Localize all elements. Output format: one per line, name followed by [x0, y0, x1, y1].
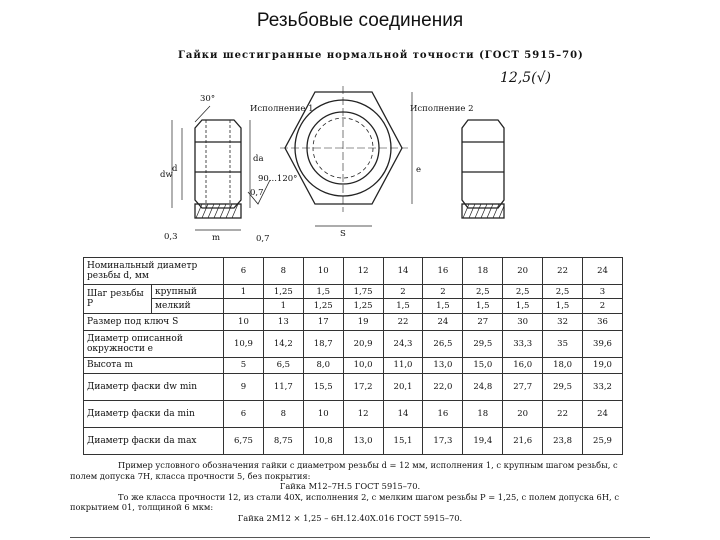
table-cell: 19,0 [583, 357, 623, 374]
table-cell: 12 [343, 401, 383, 428]
dim-chamfer: 0,7 [250, 188, 264, 198]
table-cell: 14,2 [263, 330, 303, 357]
table-cell: 8,75 [263, 428, 303, 455]
table-cell: 15,1 [383, 428, 423, 455]
table-cell: 13 [263, 313, 303, 330]
table-cell: 25,9 [583, 428, 623, 455]
table-row [84, 330, 623, 357]
table-cell: 8 [263, 401, 303, 428]
table-cell: 1,5 [543, 299, 583, 314]
table-cell: 1,75 [343, 284, 383, 299]
spec-table [83, 257, 623, 455]
table-cell: 18 [463, 401, 503, 428]
table-cell: 1,5 [383, 299, 423, 314]
table-cell: 8 [263, 258, 303, 285]
table-cell: 22 [543, 258, 583, 285]
row-label-dw: Диаметр фаски dw min [84, 374, 224, 401]
table-cell: 9 [224, 374, 264, 401]
table-cell [224, 299, 264, 314]
document-heading: Гайки шестигранные нормальной точности (ГОСТ 5915–70) [178, 50, 584, 61]
table-cell: 1,25 [263, 284, 303, 299]
table-row [84, 313, 623, 330]
table-cell: 20,1 [383, 374, 423, 401]
table-cell: 19 [343, 313, 383, 330]
table-cell: 13,0 [343, 428, 383, 455]
row-label-pitch: Шаг резьбы P [84, 284, 152, 313]
table-cell: 18 [463, 258, 503, 285]
table-cell: 2 [423, 284, 463, 299]
dim-chamfer-angle: 90...120° [258, 174, 298, 184]
row-label-height: Высота m [84, 357, 224, 374]
table-cell: 10,0 [343, 357, 383, 374]
table-cell: 27 [463, 313, 503, 330]
table-cell: 2,5 [543, 284, 583, 299]
bottom-divider [70, 537, 650, 538]
table-row [84, 284, 623, 299]
table-cell: 3 [583, 284, 623, 299]
table-cell: 27,7 [503, 374, 543, 401]
table-cell: 1,25 [303, 299, 343, 314]
example-1-designation: Гайка М12–7Н.5 ГОСТ 5915–70. [279, 481, 421, 491]
table-cell: 26,5 [423, 330, 463, 357]
table-cell: 11,7 [263, 374, 303, 401]
table-cell: 15,5 [303, 374, 343, 401]
table-cell: 1,5 [423, 299, 463, 314]
table-cell: 6,75 [224, 428, 264, 455]
slide-title: Резьбовые соединения [256, 10, 464, 31]
table-cell: 6 [224, 401, 264, 428]
table-cell: 32 [543, 313, 583, 330]
table-row [84, 428, 623, 455]
table-cell: 29,5 [463, 330, 503, 357]
example-1-text: Пример условного обозначения гайки с диаметром резьбы d = 12 мм, исполнения 1, с крупным шагом резьбы, с полем допуска 7H, класса прочности 5, без покрытия: [70, 460, 618, 481]
table-cell: 10,8 [303, 428, 343, 455]
row-label-coarse: крупный [152, 284, 224, 299]
table-cell: 19,4 [463, 428, 503, 455]
dim-d: d [172, 164, 178, 174]
table-cell: 1,5 [463, 299, 503, 314]
row-label-fine: мелкий [152, 299, 224, 314]
table-row [84, 299, 623, 314]
table-cell: 6 [224, 258, 264, 285]
table-cell: 18,0 [543, 357, 583, 374]
table-cell: 10 [303, 401, 343, 428]
dim-da: da [253, 154, 264, 164]
dim-s: S [340, 229, 346, 239]
table-cell: 16 [423, 401, 463, 428]
table-cell: 17,3 [423, 428, 463, 455]
table-cell: 29,5 [543, 374, 583, 401]
table-cell: 2,5 [463, 284, 503, 299]
table-cell: 8,0 [303, 357, 343, 374]
row-label-wrench: Размер под ключ S [84, 313, 224, 330]
table-row [84, 401, 623, 428]
table-cell: 39,6 [583, 330, 623, 357]
side-view-variant-1 [195, 120, 241, 208]
table-cell: 30 [503, 313, 543, 330]
example-2-text: То же класса прочности 12, из стали 40Х, исполнения 2, с мелким шагом резьбы P = 1,25, с полем допуска 6H, с покрытием 01, толщиной 6 мкм: [70, 491, 619, 512]
table-cell: 23,8 [543, 428, 583, 455]
table-cell: 1,5 [503, 299, 543, 314]
variant-2-label: Исполнение 2 [410, 104, 474, 114]
table-cell: 11,0 [383, 357, 423, 374]
table-cell: 1,5 [303, 284, 343, 299]
dim-e: e [416, 165, 422, 175]
table-cell: 20 [503, 258, 543, 285]
dim-small-b: 0,7 [256, 234, 270, 244]
row-label-da-max: Диаметр фаски da max [84, 428, 224, 455]
table-cell: 14 [383, 258, 423, 285]
table-row [84, 258, 623, 285]
table-cell: 21,6 [503, 428, 543, 455]
dim-small-a: 0,3 [164, 232, 178, 242]
table-cell: 22 [383, 313, 423, 330]
table-cell: 35 [543, 330, 583, 357]
table-cell: 33,2 [583, 374, 623, 401]
table-cell: 17 [303, 313, 343, 330]
table-cell: 24 [423, 313, 463, 330]
dim-angle: 30° [200, 94, 216, 104]
table-cell: 24 [583, 401, 623, 428]
table-cell: 24 [583, 258, 623, 285]
table-cell: 24,3 [383, 330, 423, 357]
example-2-designation: Гайка 2М12 × 1,25 – 6Н.12.40Х.016 ГОСТ 5915–70. [237, 512, 463, 523]
table-cell: 20 [503, 401, 543, 428]
table-row [84, 357, 623, 374]
table-cell: 2,5 [503, 284, 543, 299]
table-cell: 1 [224, 284, 264, 299]
table-cell: 22 [543, 401, 583, 428]
table-cell: 1,25 [343, 299, 383, 314]
designation-notes [70, 460, 630, 523]
table-cell: 15,0 [463, 357, 503, 374]
table-cell: 14 [383, 401, 423, 428]
table-cell: 22,0 [423, 374, 463, 401]
table-cell: 5 [224, 357, 264, 374]
table-cell: 24,8 [463, 374, 503, 401]
row-label-nominal: Номинальный диаметр резьбы d, мм [84, 258, 224, 285]
dim-dw: dw [160, 170, 173, 180]
table-cell: 20,9 [343, 330, 383, 357]
roughness-mark: 12,5(√) [500, 70, 552, 86]
row-label-da-min: Диаметр фаски da min [84, 401, 224, 428]
variant-1-label: Исполнение 1 [250, 104, 314, 114]
dim-m: m [212, 233, 221, 243]
side-view-variant-2 [462, 120, 504, 208]
table-cell: 6,5 [263, 357, 303, 374]
table-cell: 13,0 [423, 357, 463, 374]
table-cell: 1 [263, 299, 303, 314]
table-row [84, 374, 623, 401]
table-cell: 12 [343, 258, 383, 285]
table-cell: 16,0 [503, 357, 543, 374]
table-cell: 2 [583, 299, 623, 314]
table-cell: 16 [423, 258, 463, 285]
table-cell: 10,9 [224, 330, 264, 357]
table-cell: 33,3 [503, 330, 543, 357]
table-cell: 36 [583, 313, 623, 330]
table-cell: 18,7 [303, 330, 343, 357]
table-cell: 10 [224, 313, 264, 330]
row-label-circum: Диаметр описанной окружности e [84, 330, 224, 357]
table-cell: 2 [383, 284, 423, 299]
table-cell: 10 [303, 258, 343, 285]
table-cell: 17,2 [343, 374, 383, 401]
